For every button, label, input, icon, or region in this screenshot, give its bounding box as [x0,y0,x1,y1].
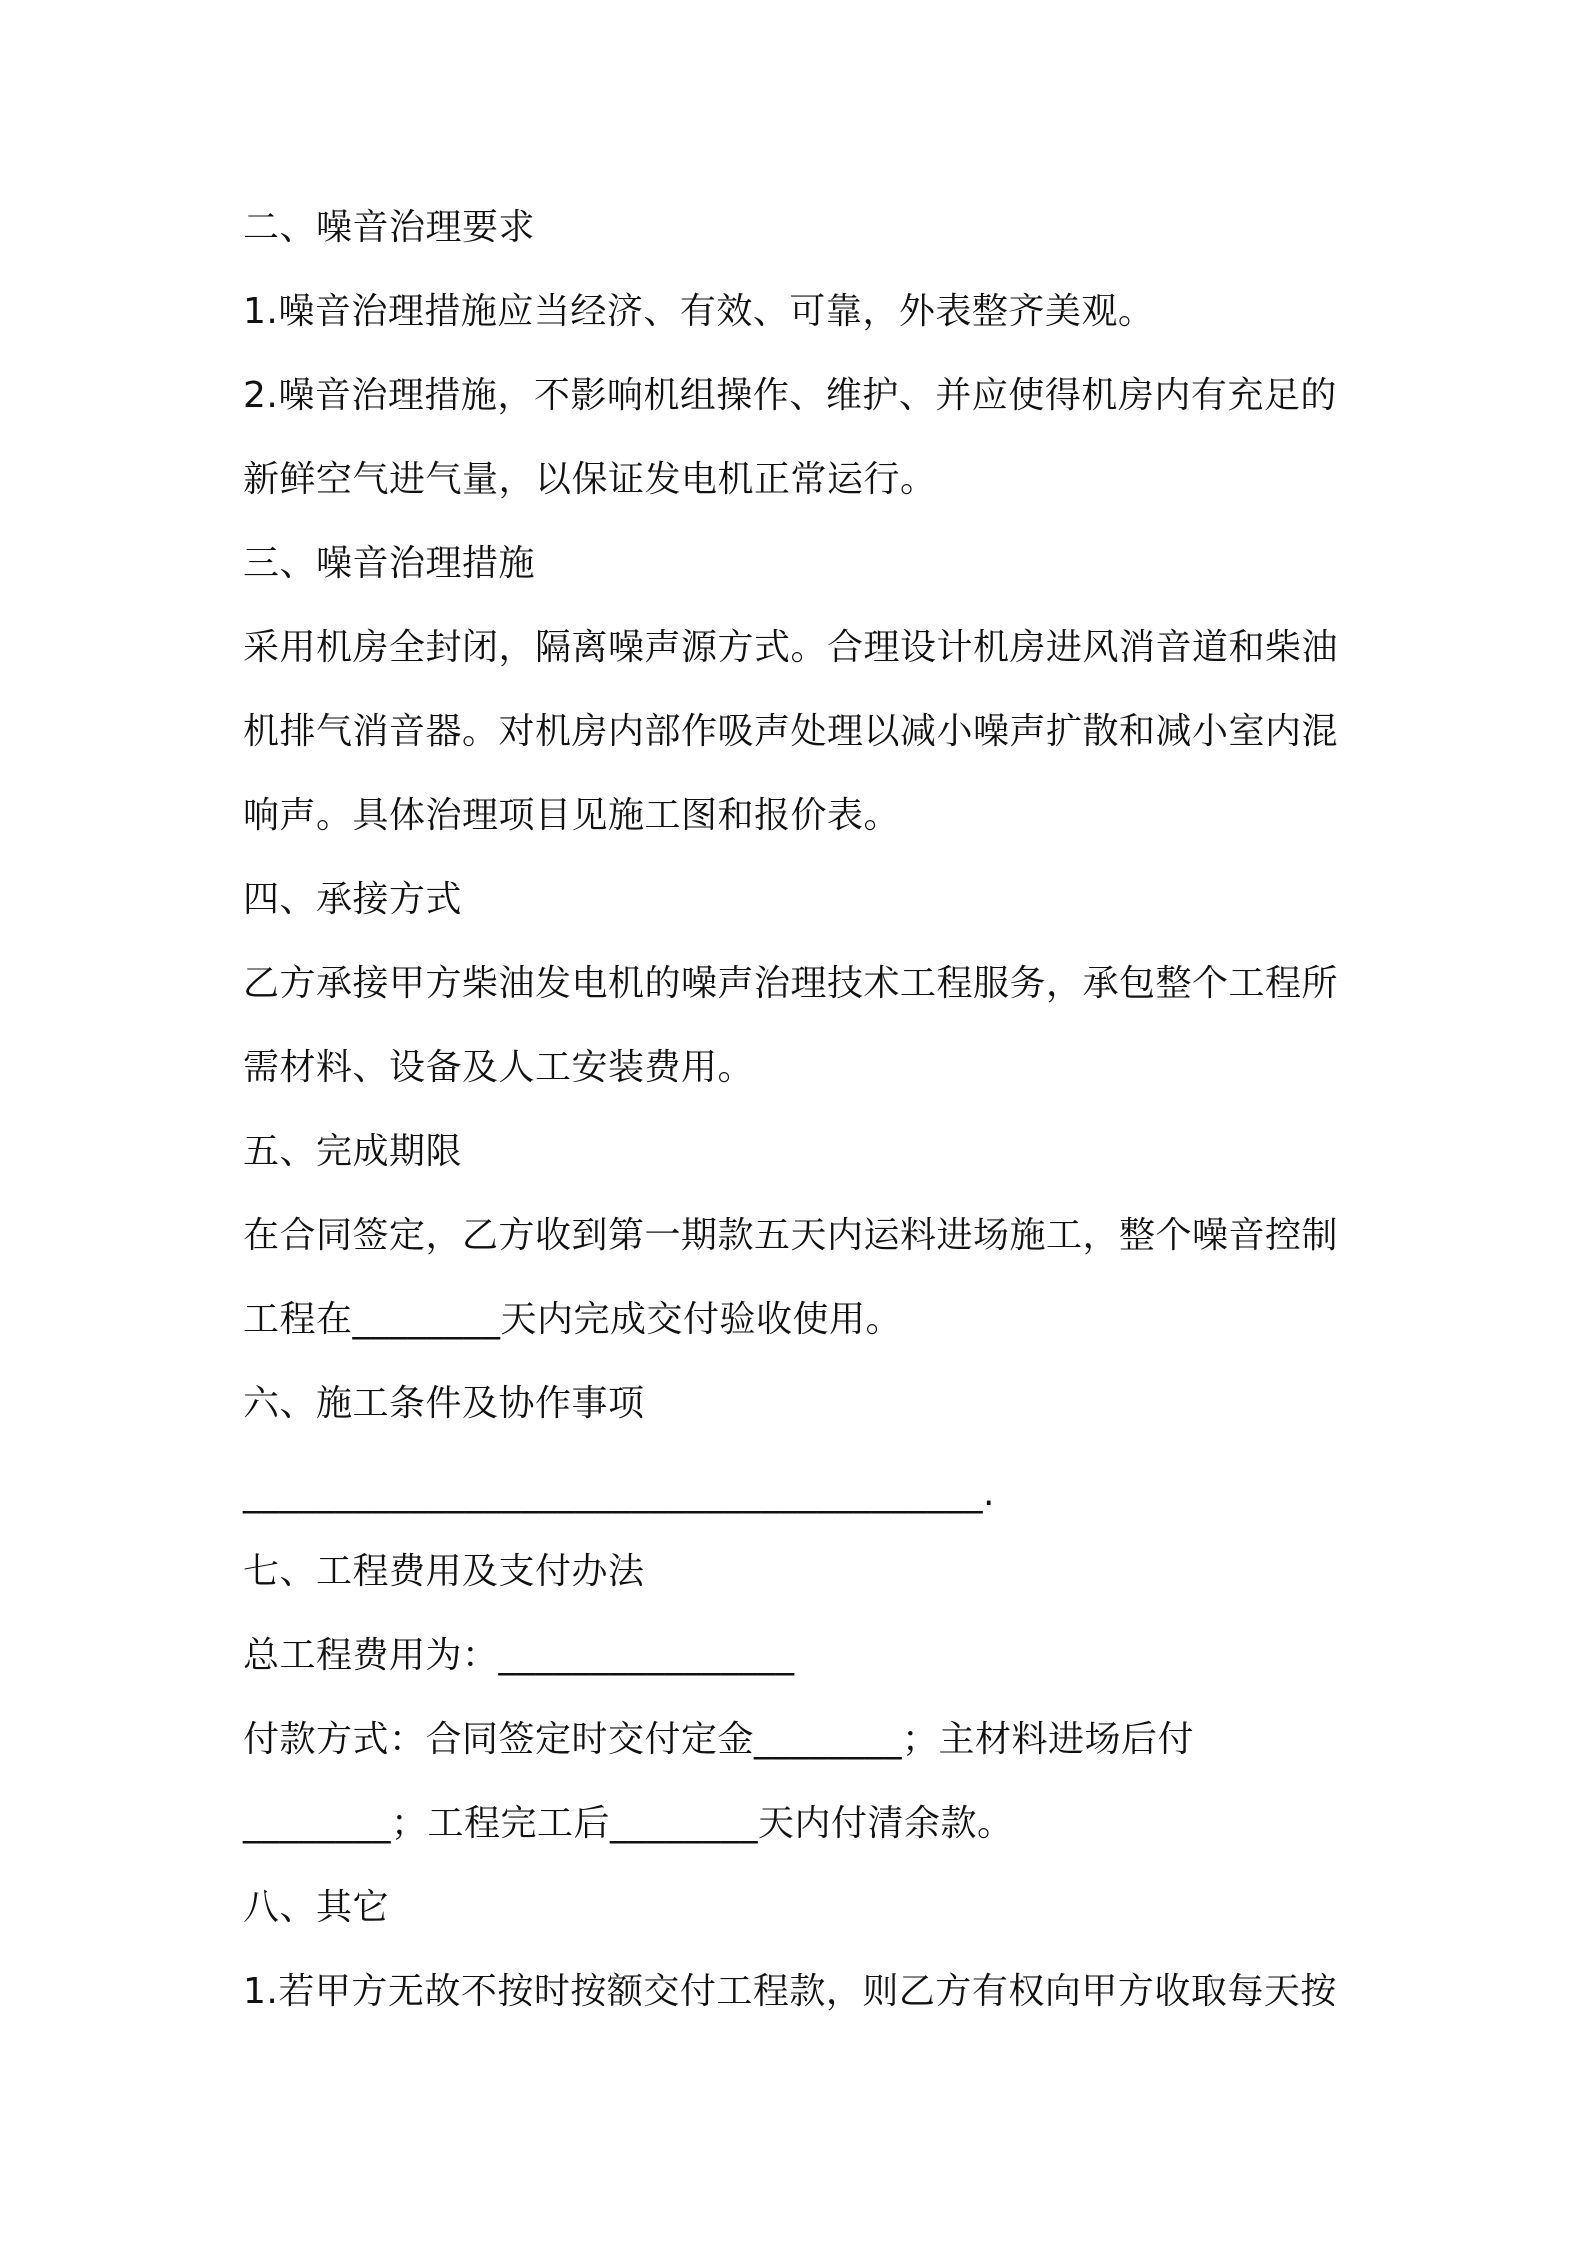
paragraph-line: 2.噪音治理措施，不影响机组操作、维护、并应使得机房内有充足的 [243,375,1337,416]
paragraph-line: 采用机房全封闭，隔离噪声源方式。合理设计机房进风消音道和柴油 [243,627,1339,668]
paragraph-line: 工程在________天内完成交付验收使用。 [243,1299,903,1340]
section-heading-6: 六、施工条件及协作事项 [243,1383,645,1424]
paragraph-line: 总工程费用为：________________ [243,1635,795,1676]
blank-fill-line: ________________________________________. [243,1473,995,1514]
paragraph-line: 在合同签定，乙方收到第一期款五天内运料进场施工，整个噪音控制 [243,1215,1339,1256]
paragraph-line: 1.若甲方无故不按时按额交付工程款，则乙方有权向甲方收取每天按 [243,1971,1337,2012]
paragraph-line: 需材料、设备及人工安装费用。 [243,1047,755,1088]
paragraph-line: 1.噪音治理措施应当经济、有效、可靠，外表整齐美观。 [243,291,1155,332]
section-heading-5: 五、完成期限 [243,1131,463,1172]
paragraph-line: ________；工程完工后________天内付清余款。 [243,1803,1014,1844]
section-heading-3: 三、噪音治理措施 [243,543,536,584]
section-heading-8: 八、其它 [243,1887,390,1928]
paragraph-line: 乙方承接甲方柴油发电机的噪声治理技术工程服务，承包整个工程所 [243,963,1339,1004]
section-heading-2: 二、噪音治理要求 [243,207,536,248]
paragraph-line: 响声。具体治理项目见施工图和报价表。 [243,795,901,836]
section-heading-7: 七、工程费用及支付办法 [243,1551,645,1592]
paragraph-line: 新鲜空气进气量，以保证发电机正常运行。 [243,459,937,500]
paragraph-line: 付款方式：合同签定时交付定金________；主材料进场后付 [243,1719,1195,1760]
section-heading-4: 四、承接方式 [243,879,463,920]
paragraph-line: 机排气消音器。对机房内部作吸声处理以减小噪声扩散和减小室内混 [243,711,1339,752]
